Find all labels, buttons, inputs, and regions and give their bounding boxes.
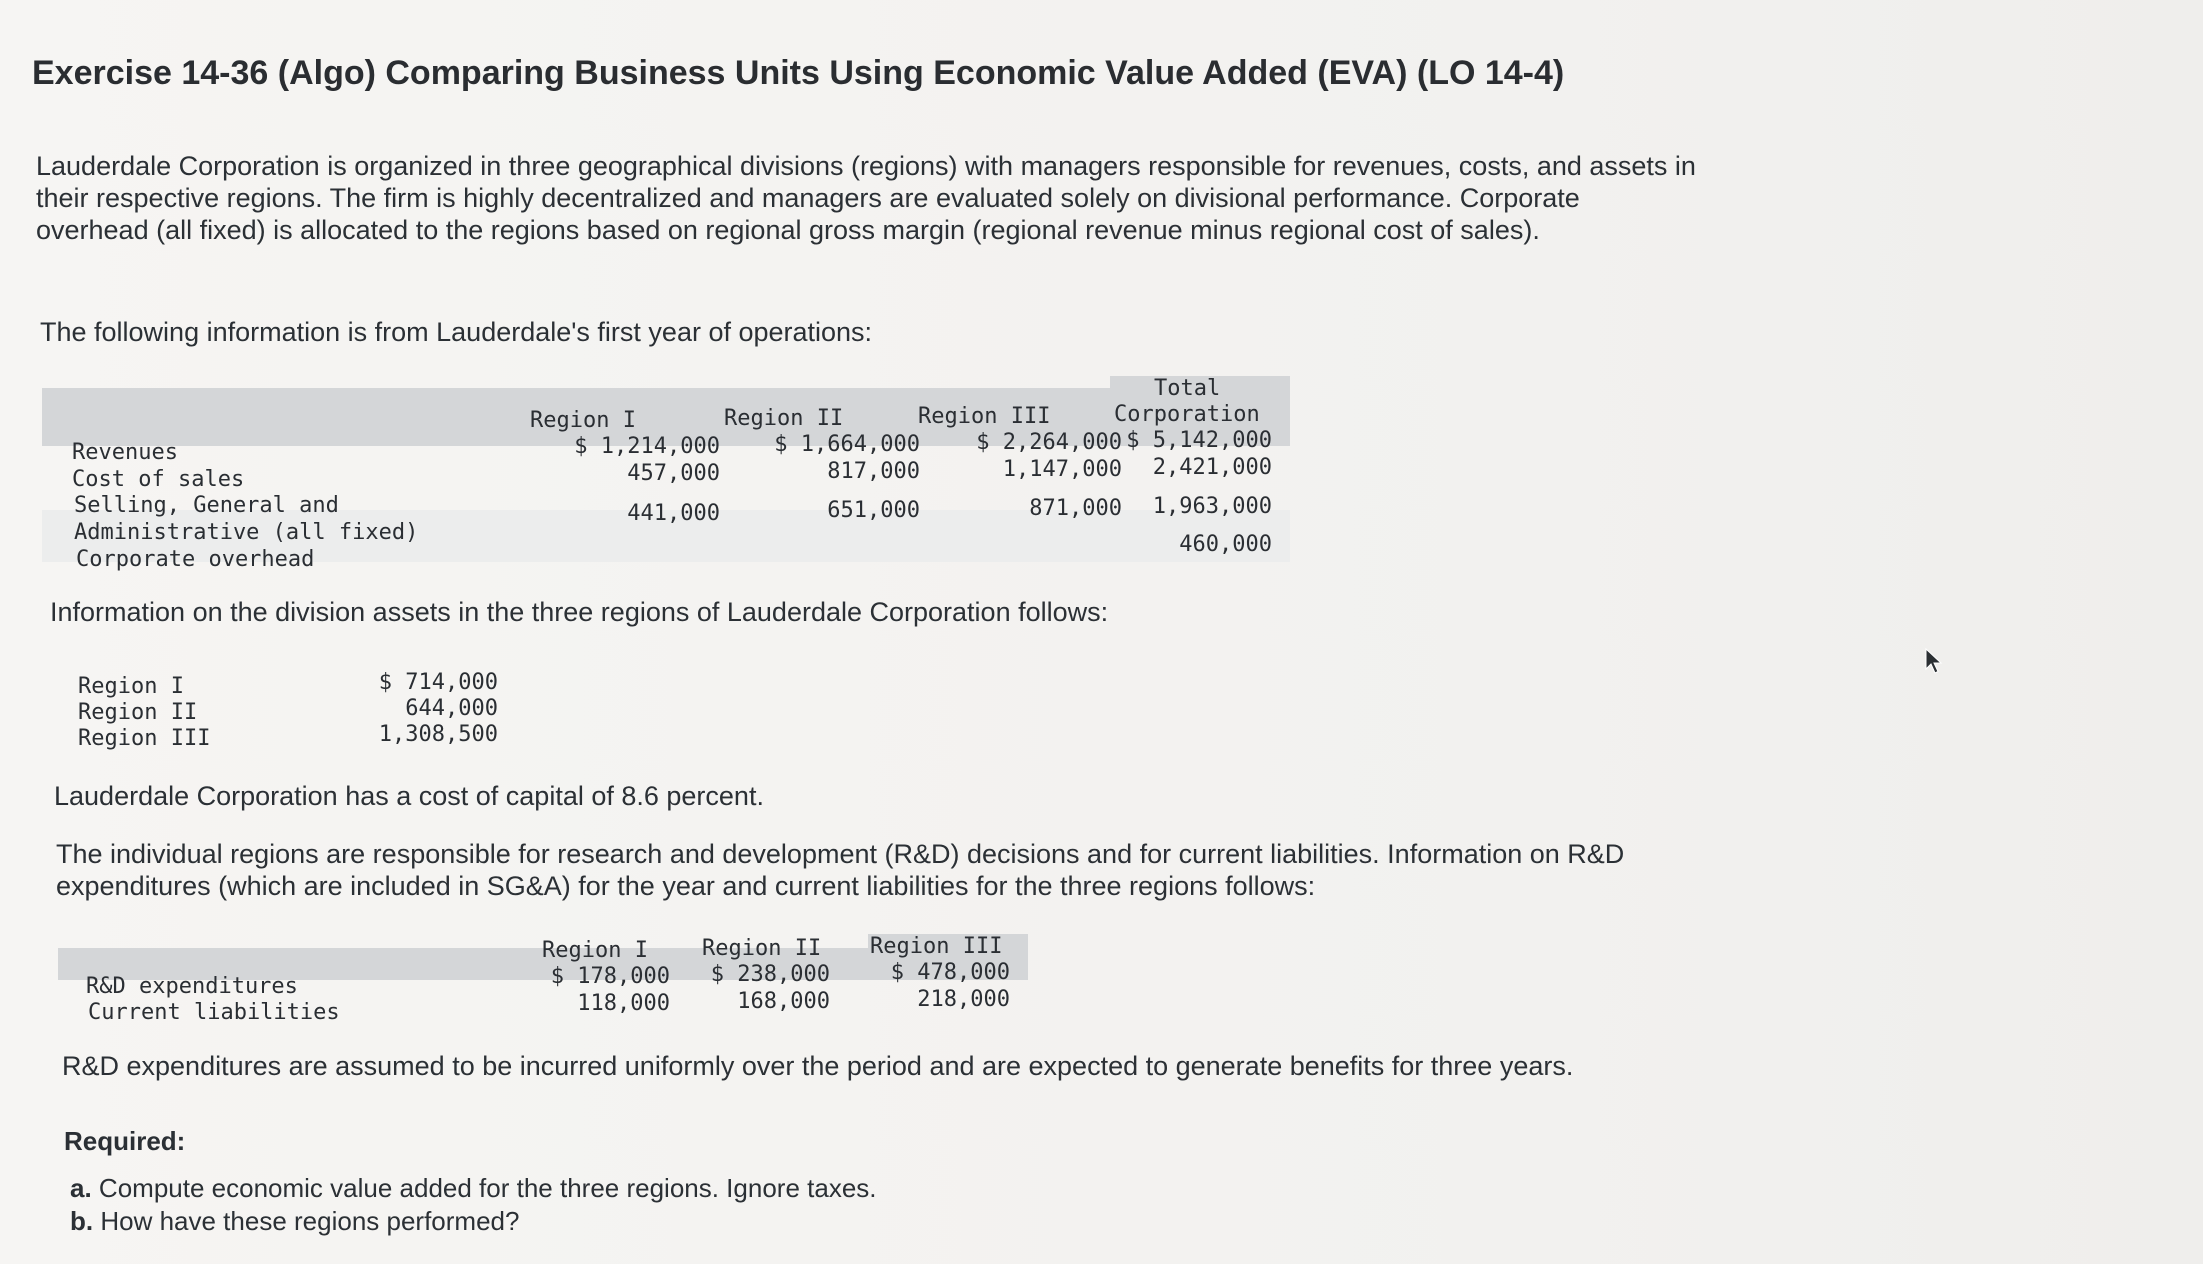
required-item-b-text: How have these regions performed? [100, 1206, 520, 1236]
required-item-a-text: Compute economic value added for the three regions. Ignore taxes. [98, 1173, 877, 1203]
header-total-line1: Total [1154, 376, 1221, 401]
intro-paragraph: Lauderdale Corporation is organized in three geographical divisions (regions) with managers responsible for revenues, costs, and assets in their respective regions. The firm is highly decentralized and managers are evaluated solely on divisional performance. Corporate overhead (all fixed) is allocated to the regions based on regional gross margin (regional revenue minus regional cost of sales). [36, 151, 1696, 245]
first-year-intro: The following information is from Lauderdale's first year of operations: [40, 317, 873, 347]
assets-intro: Information on the division assets in the three regions of Lauderdale Corporation follows: [50, 597, 1109, 627]
row-label-cost-of-sales: Cost of sales [72, 467, 245, 492]
cost-of-sales-region-3: 1,147,000 [1002, 457, 1122, 482]
exercise-title: Exercise 14-36 (Algo) Comparing Business Units Using Economic Value Added (EVA) (LO 14-4) [32, 54, 1565, 92]
header-region-3: Region III [918, 404, 1051, 429]
cost-of-capital-text: Lauderdale Corporation has a cost of capital of 8.6 percent. [54, 781, 764, 811]
assets-value-region-1: $ 714,000 [378, 670, 498, 695]
header-region-2: Region II [724, 406, 844, 431]
row-label-revenues: Revenues [72, 440, 178, 465]
sga-total: 1,963,000 [1152, 494, 1272, 519]
required-list [70, 1172, 877, 1238]
header-region-1: Region I [530, 408, 636, 433]
required-item-a [70, 1172, 877, 1205]
rd-intro-paragraph: The individual regions are responsible for research and development (R&D) decisions and for current liabilities. Information on R&D expenditures (which are included in SG&A) for the year and current liabilities for the three regions follows: [56, 839, 1625, 901]
rd-header-region-3: Region III [870, 934, 1003, 959]
liabilities-region-3: 218,000 [917, 987, 1010, 1012]
revenues-region-3: $ 2,264,000 [976, 430, 1122, 455]
row-label-sga-line1: Selling, General and [74, 493, 339, 518]
revenues-total: $ 5,142,000 [1126, 428, 1272, 453]
rd-row-label-liabilities: Current liabilities [88, 1000, 340, 1025]
rd-expenditures-region-1: $ 178,000 [550, 964, 670, 989]
required-heading: Required: [64, 1126, 186, 1156]
required-item-a-letter: a. [70, 1173, 92, 1203]
mouse-pointer-icon [1924, 648, 1944, 674]
row-label-corporate-overhead: Corporate overhead [76, 547, 315, 572]
assets-label-region-3: Region III [78, 726, 211, 751]
cost-of-sales-region-1: 457,000 [627, 461, 720, 486]
assets-label-region-1: Region I [78, 674, 184, 699]
cost-of-sales-region-2: 817,000 [827, 459, 920, 484]
cost-of-sales-total: 2,421,000 [1152, 455, 1272, 480]
revenues-region-1: $ 1,214,000 [574, 434, 720, 459]
income-table [42, 376, 1290, 572]
assets-label-region-2: Region II [78, 700, 198, 725]
assets-value-region-3: 1,308,500 [378, 722, 498, 747]
sga-region-2: 651,000 [827, 498, 920, 523]
rd-header-region-1: Region I [542, 938, 648, 963]
required-item-b [70, 1205, 877, 1238]
row-label-sga-line2: Administrative (all fixed) [74, 520, 419, 545]
assets-table [78, 672, 498, 756]
revenues-region-2: $ 1,664,000 [774, 432, 920, 457]
overhead-total: 460,000 [1179, 532, 1272, 557]
rd-expenditures-region-3: $ 478,000 [890, 960, 1010, 985]
assets-value-region-2: 644,000 [405, 696, 498, 721]
rd-expenditures-region-2: $ 238,000 [710, 962, 830, 987]
liabilities-region-2: 168,000 [737, 989, 830, 1014]
liabilities-region-1: 118,000 [577, 991, 670, 1016]
header-total-line2: Corporation [1114, 402, 1260, 427]
sga-region-3: 871,000 [1029, 496, 1122, 521]
rd-row-label-expenditures: R&D expenditures [86, 974, 298, 999]
rd-header-region-2: Region II [702, 936, 822, 961]
sga-region-1: 441,000 [627, 501, 720, 526]
rd-assumption-text: R&D expenditures are assumed to be incurred uniformly over the period and are expected to generate benefits for three years. [62, 1051, 1574, 1081]
rd-table [58, 934, 1028, 1030]
required-item-b-letter: b. [70, 1206, 94, 1236]
